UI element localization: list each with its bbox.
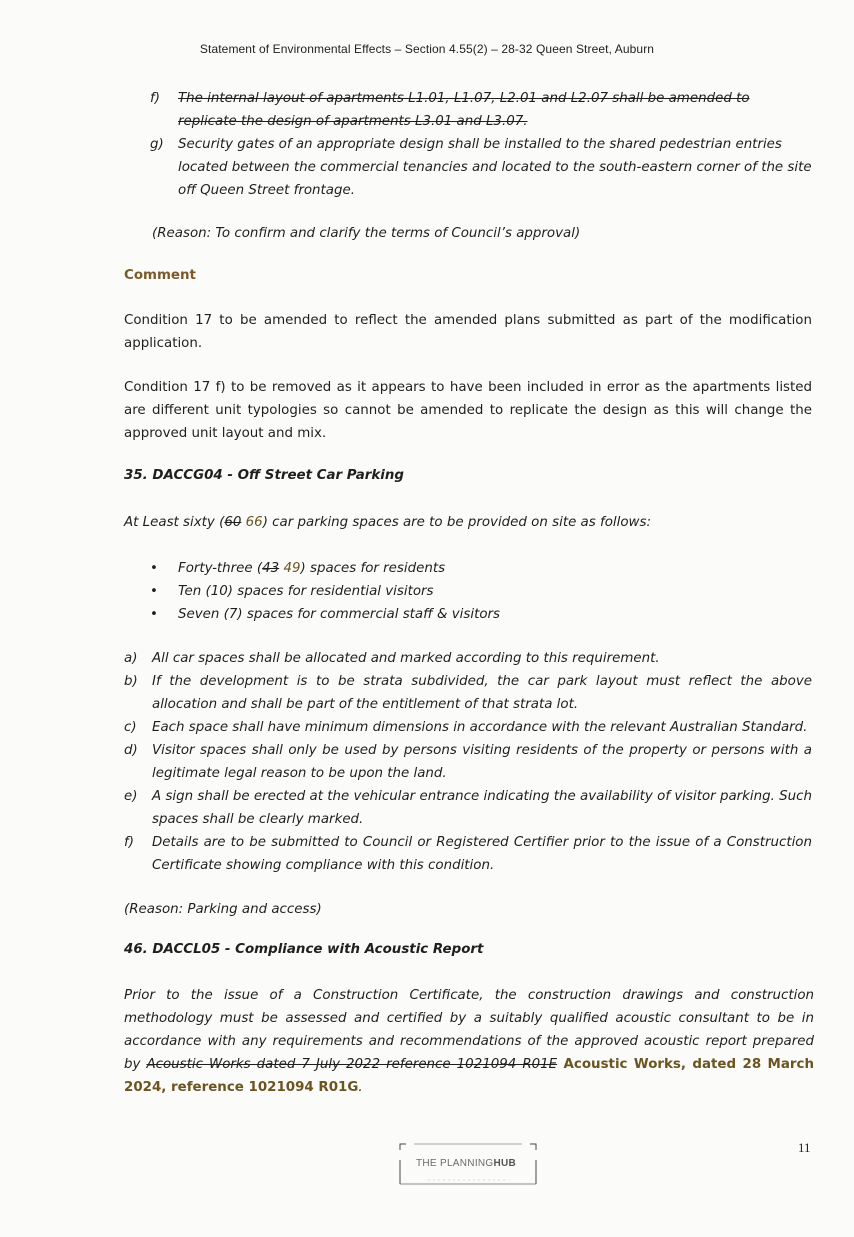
list-item: • Ten (10) spaces for residential visitors <box>178 580 778 603</box>
parking-conditions-list <box>124 647 812 877</box>
struck-text: 60 <box>224 515 242 530</box>
bullet-glyph: • <box>150 561 158 576</box>
struck-text: The internal layout of apartments L1.01, L1.07, L2.01 and L2.07 shall be amended to replicate the design of apartments L3.01 and L3.07. <box>178 91 750 129</box>
comment-paragraph: Condition 17 f) to be removed as it appears to have been included in error as the apartments listed are different unit typologies so cannot be amended to replicate the design as this will change the approved unit layout and mix. <box>124 380 812 441</box>
reason-text: (Reason: To confirm and clarify the terms of Council’s approval) <box>152 226 581 241</box>
list-item: b) If the development is to be strata subdivided, the car park layout must reflect the above allocation and shall be part of the entitlement of that strata lot. <box>124 674 812 712</box>
comment-heading: Comment <box>124 268 196 283</box>
list-item: c) Each space shall have minimum dimensions in accordance with the relevant Australian Standard. <box>124 720 808 735</box>
intro-text: At Least sixty ( <box>124 515 225 530</box>
list-item <box>150 133 812 202</box>
acoustic-paragraph <box>124 984 814 1099</box>
page-number: 11 <box>798 1140 811 1155</box>
new-text: 66 <box>241 515 263 530</box>
parking-intro <box>124 511 651 534</box>
list-text: Security gates of an appropriate design shall be installed to the shared pedestrian entries located between the commercial tenancies and located to the south-eastern corner of the site off Queen Street frontage. <box>178 137 812 198</box>
planning-hub-logo <box>398 1142 538 1188</box>
condition-17-list <box>150 87 812 202</box>
paragraph-text: Prior to the issue of a Construction Certificate, the construction drawings and construction methodology must be assessed and certified by a suitably qualified acoustic consultant to be in accordance with any requirements and recommendations of the approved acoustic report prepared by <box>124 988 814 1072</box>
intro-text: ) car parking spaces are to be provided on site as follows: <box>262 515 651 530</box>
list-item: d) Visitor spaces shall only be used by persons visiting residents of the property or persons with a legitimate legal reason to be upon the land. <box>124 743 812 781</box>
page-header: Statement of Environmental Effects – Section 4.55(2) – 28-32 Queen Street, Auburn <box>199 42 655 56</box>
list-item: e) A sign shall be erected at the vehicular entrance indicating the availability of visitor parking. Such spaces shall be clearly marked. <box>124 789 812 827</box>
new-text: Acoustic Works, dated 28 March 2024, reference 1021094 R01G <box>124 1057 814 1095</box>
list-label: f) <box>150 91 160 106</box>
list-item <box>150 87 812 133</box>
paragraph-text: . <box>358 1080 363 1095</box>
reason-text: (Reason: Parking and access) <box>124 902 322 917</box>
logo-wordmark: THE PLANNINGHUB <box>416 1158 517 1169</box>
bullet-glyph: • <box>150 607 158 622</box>
list-item: f) Details are to be submitted to Council or Registered Certifier prior to the issue of a Construction Certificate showing compliance with this condition. <box>124 835 812 873</box>
list-item: • Seven (7) spaces for commercial staff & visitors <box>178 603 778 626</box>
bullet-list <box>150 557 778 626</box>
bullet-glyph: • <box>150 584 158 599</box>
section-heading: 46. DACCL05 - Compliance with Acoustic Report <box>124 942 484 957</box>
list-item: a) All car spaces shall be allocated and marked according to this requirement. <box>124 651 660 666</box>
list-label: g) <box>150 137 164 152</box>
comment-paragraph: Condition 17 to be amended to reflect the amended plans submitted as part of the modification application. <box>124 313 812 351</box>
struck-text: Acoustic Works dated 7 July 2022 reference 1021094 R01E <box>146 1057 558 1072</box>
section-heading: 35. DACCG04 - Off Street Car Parking <box>124 468 405 483</box>
list-item: • Forty-three (43 49) spaces for residents <box>178 557 778 580</box>
